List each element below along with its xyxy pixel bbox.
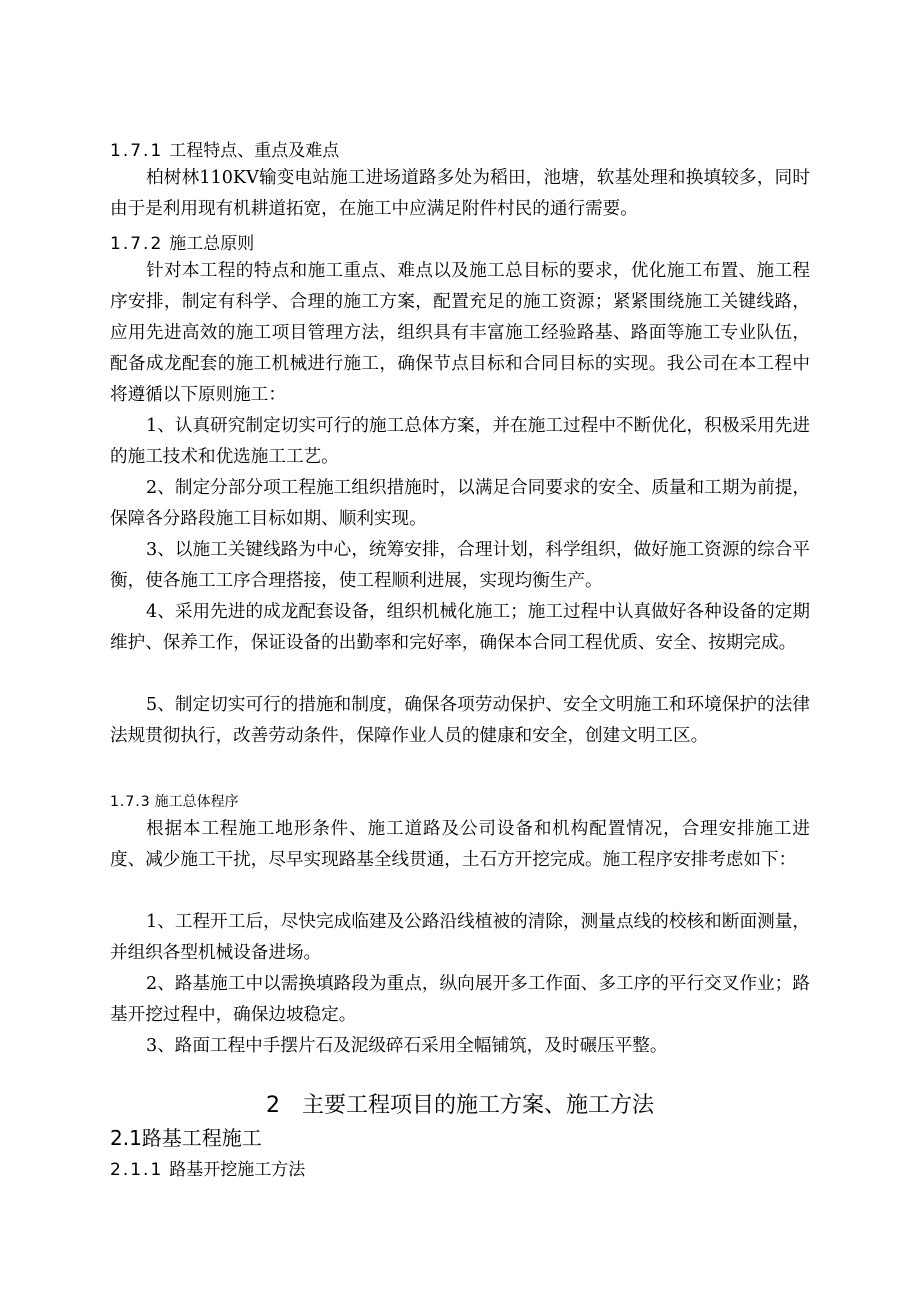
- heading-number: 1.7.3: [110, 794, 151, 810]
- paragraph: 5、制定切实可行的措施和制度，确保各项劳动保护、安全文明施工和环境保护的法律法规贯彻执行，改善劳动条件，保障作业人员的健康和安全，创建文明工区。: [110, 695, 810, 746]
- paragraph: 2、路基施工中以需换填路段为重点，纵向展开多工作面、多工序的平行交叉作业；路基开挖过程中，确保边坡稳定。: [110, 974, 810, 1025]
- paragraph: 1、认真研究制定切实可行的施工总体方案，并在施工过程中不断优化，积极采用先进的施工技术和优选施工工艺。: [110, 416, 810, 467]
- paragraph: 1、工程开工后，尽快完成临建及公路沿线植被的清除，测量点线的校核和断面测量，并组织各型机械设备进场。: [110, 912, 810, 963]
- paragraph: 4、采用先进的成龙配套设备，组织机械化施工；施工过程中认真做好各种设备的定期维护、保养工作，保证设备的出勤率和完好率，确保本合同工程优质、安全、按期完成。: [110, 602, 810, 653]
- heading-title: 路基开挖施工方法: [169, 1160, 306, 1180]
- paragraph: 3、以施工关键线路为中心，统筹安排，合理计划，科学组织，做好施工资源的综合平衡，使各施工工序合理搭接，使工程顺利进展，实现均衡生产。: [110, 540, 810, 591]
- paragraph: 3、路面工程中手摆片石及泥级碎石采用全幅铺筑，及时碾压平整。: [146, 1036, 668, 1056]
- heading-title: 施工总体程序: [154, 794, 239, 810]
- heading-1-7-1: [110, 140, 339, 162]
- heading-number: 2.1.1: [110, 1160, 164, 1180]
- chapter-2-heading: [0, 1092, 920, 1120]
- heading-number: 2: [265, 1093, 280, 1118]
- paragraph: 2、制定分部分项工程施工组织措施时，以满足合同要求的安全、质量和工期为前提，保障各分路段施工目标如期、顺利实现。: [110, 478, 810, 529]
- heading-1-7-3: [110, 791, 239, 813]
- heading-title: 路基工程施工: [141, 1126, 262, 1150]
- heading-number: 2.1: [110, 1126, 142, 1150]
- heading-title: 施工总原则: [169, 234, 255, 254]
- heading-1-7-2: [110, 233, 254, 255]
- paragraph: 针对本工程的特点和施工重点、难点以及施工总目标的要求，优化施工布置、施工程序安排，制定有科学、合理的施工方案，配置充足的施工资源；紧紧围绕施工关键线路，应用先进高效的施工项目管理方法，组织具有丰富施工经验路基、路面等施工专业队伍，配备成龙配套的施工机械进行施工，确保节点目标和合同目标的实现。我公司在本工程中将遵循以下原则施工：: [110, 261, 810, 405]
- heading-number: 1.7.1: [110, 141, 164, 161]
- paragraph: 根据本工程施工地形条件、施工道路及公司设备和机构配置情况，合理安排施工进度、减少施工干扰，尽早实现路基全线贯通，土石方开挖完成。施工程序安排考虑如下：: [110, 819, 810, 870]
- heading-number: 1.7.2: [110, 234, 164, 254]
- heading-title: 主要工程项目的施工方案、施工方法: [301, 1093, 654, 1118]
- heading-2-1: [110, 1125, 262, 1151]
- heading-2-1-1: [110, 1159, 305, 1181]
- paragraph: 柏树林110KV输变电站施工进场道路多处为稻田，池塘，软基处理和换填较多，同时由于是利用现有机耕道拓宽，在施工中应满足附件村民的通行需要。: [110, 168, 810, 219]
- heading-title: 工程特点、重点及难点: [169, 141, 340, 161]
